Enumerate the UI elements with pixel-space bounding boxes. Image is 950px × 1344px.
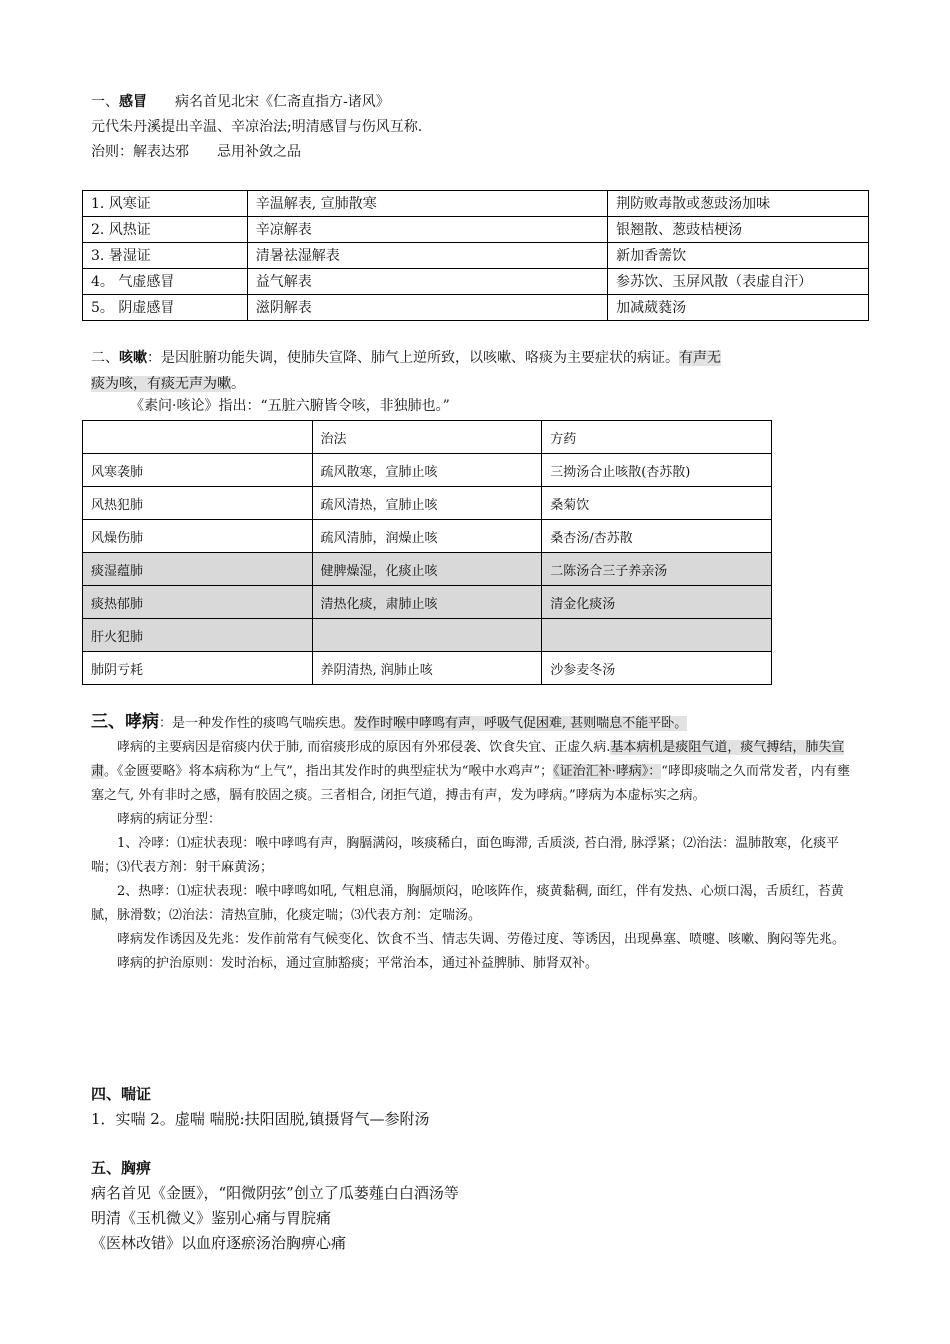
- section-cough: [91, 345, 863, 397]
- table-cell: 辛温解表, 宣肺散寒: [247, 191, 607, 217]
- suwen-quote: 《素问·咳论》指出：“五脏六腑皆令咳，非独肺也。”: [130, 398, 450, 414]
- section-chest-bi: [91, 1156, 459, 1256]
- cough-treatment-table: [82, 420, 772, 685]
- paragraph-text: “哮即痰喘之久而常发者，内有壅塞之气, 外有非时之感，膈有胶固之痰。三者相合, 闭拒气道，搏击有声，发为哮病。”哮病为本虚标实之病。: [91, 764, 850, 803]
- table-row: [83, 191, 869, 217]
- table-cell: 疏风清热，宣肺止咳: [312, 487, 542, 520]
- asthma-etiology-paragraph: [91, 736, 861, 808]
- cold-treatment-table: [82, 190, 869, 321]
- table-cell: 清热化痰，肃肺止咳: [312, 586, 542, 619]
- heading-title: 三、哮病: [91, 712, 159, 732]
- table-header-row: [83, 421, 772, 454]
- table-cell: 荆防败毒散或葱豉汤加味: [608, 191, 869, 217]
- highlight-text: 《证治汇补·哮病》：: [553, 764, 662, 779]
- heading-number: 二、: [91, 350, 119, 366]
- section-cold-line2: 元代朱丹溪提出辛温、辛凉治法;明清感冒与伤风互称.: [91, 119, 423, 135]
- table-cell: [312, 619, 542, 652]
- table-row: [83, 269, 869, 295]
- table-row: [83, 586, 772, 619]
- section-dyspnea-heading: [91, 1082, 429, 1107]
- table-header-cell: [83, 421, 313, 454]
- section-asthma-heading: [91, 710, 861, 736]
- table-cell: 清暑祛湿解表: [247, 243, 607, 269]
- table-cell: 健脾燥湿，化痰止咳: [312, 553, 542, 586]
- table-row: [83, 520, 772, 553]
- paragraph-text: 哮病的主要病因是宿痰内伏于肺, 而宿痰形成的原因有外邪侵袭、饮食失宜、正虚久病.: [117, 740, 611, 755]
- heading-text: 病名首见北宋《仁斋直指方-诸风》: [147, 94, 390, 110]
- table-cell: 二陈汤合三子养亲汤: [542, 553, 772, 586]
- table-cell: 疏风清肺，润燥止咳: [312, 520, 542, 553]
- section-cold-line3: 治则：解表达邪 忌用补敛之品: [91, 144, 301, 160]
- heading-number: 一、: [91, 94, 119, 110]
- section-cold-heading: [91, 90, 871, 115]
- table-row: [83, 454, 772, 487]
- asthma-principles-paragraph: 哮病的护治原则：发时治标，通过宣肺豁痰；平常治本，通过补益脾肺、肺肾双补。: [117, 956, 599, 971]
- table-row: [83, 553, 772, 586]
- section-cold: [91, 90, 871, 165]
- table-cell: 5。 阴虚感冒: [83, 295, 248, 321]
- table-cell: 银翘散、葱豉桔梗汤: [608, 217, 869, 243]
- intro-text: ：是因脏腑功能失调，使肺失宣降、肺气上逆所致，以咳嗽、咯痰为主要症状的病证。: [147, 350, 679, 366]
- table-row: [83, 652, 772, 685]
- table-cell: 新加香薷饮: [608, 243, 869, 269]
- heading-title: 感冒: [119, 94, 147, 110]
- cold-asthma-paragraph: 1、冷哮：⑴症状表现：喉中哮鸣有声，胸膈满闷，咳痰稀白，面色晦滞, 舌质淡, 苔白滑, 脉浮紧；⑵治法：温肺散寒，化痰平喘；⑶代表方剂：射干麻黄汤；: [91, 836, 840, 875]
- table-cell: 2. 风热证: [83, 217, 248, 243]
- table-cell: 3. 暑湿证: [83, 243, 248, 269]
- table-cell: 4。 气虚感冒: [83, 269, 248, 295]
- section-dyspnea-line1: 1．实喘 2。虚喘 喘脱:扶阳固脱,镇摄肾气—参附汤: [91, 1110, 430, 1128]
- highlight-text: 基本病机是痰阻气道，痰气搏结，肺失宣肃: [91, 740, 845, 779]
- paragraph-text: 。《金匮要略》将本病称为“上气”，指出其发作时的典型症状为“喉中水鸡声”；: [104, 764, 554, 779]
- highlight-text: 发作时喉中哮鸣有声，呼吸气促困难, 甚则喘息不能平卧。: [354, 716, 688, 731]
- heat-asthma-paragraph: 2、热哮：⑴症状表现：喉中哮鸣如吼, 气粗息涌，胸膈烦闷，呛咳阵作，痰黄黏稠, 面红，伴有发热、心烦口渴，舌质红，苔黄腻，脉滑数；⑵治法：清热宣肺，化痰定喘；⑶代表方剂：定喘汤。: [91, 884, 844, 923]
- section-chest-bi-line1: 病名首见《金匮》，“阳微阴弦”创立了瓜蒌薤白白酒汤等: [91, 1184, 459, 1202]
- table-cell: 痰热郁肺: [83, 586, 313, 619]
- table-cell: 肺阴亏耗: [83, 652, 313, 685]
- table-cell: [542, 619, 772, 652]
- section-dyspnea: [91, 1082, 429, 1132]
- table-header-cell: 方药: [542, 421, 772, 454]
- table-cell: 滋阴解表: [247, 295, 607, 321]
- intro-end: 。: [231, 376, 245, 392]
- section-chest-bi-line2: 明清《玉机微义》鉴别心痛与胃脘痛: [91, 1209, 332, 1227]
- section-cough-intro: [91, 345, 863, 397]
- table-row: [83, 217, 869, 243]
- table-row: [83, 295, 869, 321]
- section-asthma: [91, 710, 861, 976]
- section-chest-bi-heading: [91, 1156, 459, 1181]
- heading-title: 四、喘证: [91, 1085, 152, 1103]
- table-cell: 风热犯肺: [83, 487, 313, 520]
- table-cell: 1. 风寒证: [83, 191, 248, 217]
- heading-title: 咳嗽: [119, 350, 147, 366]
- table-cell: 风寒袭肺: [83, 454, 313, 487]
- table-row: [83, 487, 772, 520]
- highlight-text: 有声无: [679, 350, 721, 366]
- table-cell: 养阴清热, 润肺止咳: [312, 652, 542, 685]
- table-cell: 沙参麦冬汤: [542, 652, 772, 685]
- table-header-cell: 治法: [312, 421, 542, 454]
- table-cell: 疏风散寒，宣肺止咳: [312, 454, 542, 487]
- table-cell: 肝火犯肺: [83, 619, 313, 652]
- table-row: [83, 243, 869, 269]
- table-cell: 参苏饮、玉屏风散（表虚自汗）: [608, 269, 869, 295]
- table-cell: 辛凉解表: [247, 217, 607, 243]
- table-cell: 痰湿蕴肺: [83, 553, 313, 586]
- table-row: [83, 619, 772, 652]
- asthma-triggers-paragraph: 哮病发作诱因及先兆：发作前常有气候变化、饮食不当、情志失调、劳倦过度、等诱因，出现鼻塞、喷嚏、咳嗽、胸闷等先兆。: [117, 932, 846, 947]
- table-cell: 三拗汤合止咳散(杏苏散): [542, 454, 772, 487]
- table-cell: 清金化痰汤: [542, 586, 772, 619]
- table-cell: 风燥伤肺: [83, 520, 313, 553]
- table-cell: 益气解表: [247, 269, 607, 295]
- table-cell: 桑菊饮: [542, 487, 772, 520]
- highlight-text: 痰为咳，有痰无声为嗽: [91, 376, 231, 392]
- asthma-types-heading: 哮病的病证分型：: [117, 812, 222, 827]
- table-cell: 加减葳蕤汤: [608, 295, 869, 321]
- heading-text: ：是一种发作性的痰鸣气喘疾患。: [159, 716, 355, 731]
- table-cell: 桑杏汤/杏苏散: [542, 520, 772, 553]
- heading-title: 五、胸痹: [91, 1159, 152, 1177]
- section-chest-bi-line3: 《医林改错》以血府逐瘀汤治胸痹心痛: [91, 1234, 347, 1252]
